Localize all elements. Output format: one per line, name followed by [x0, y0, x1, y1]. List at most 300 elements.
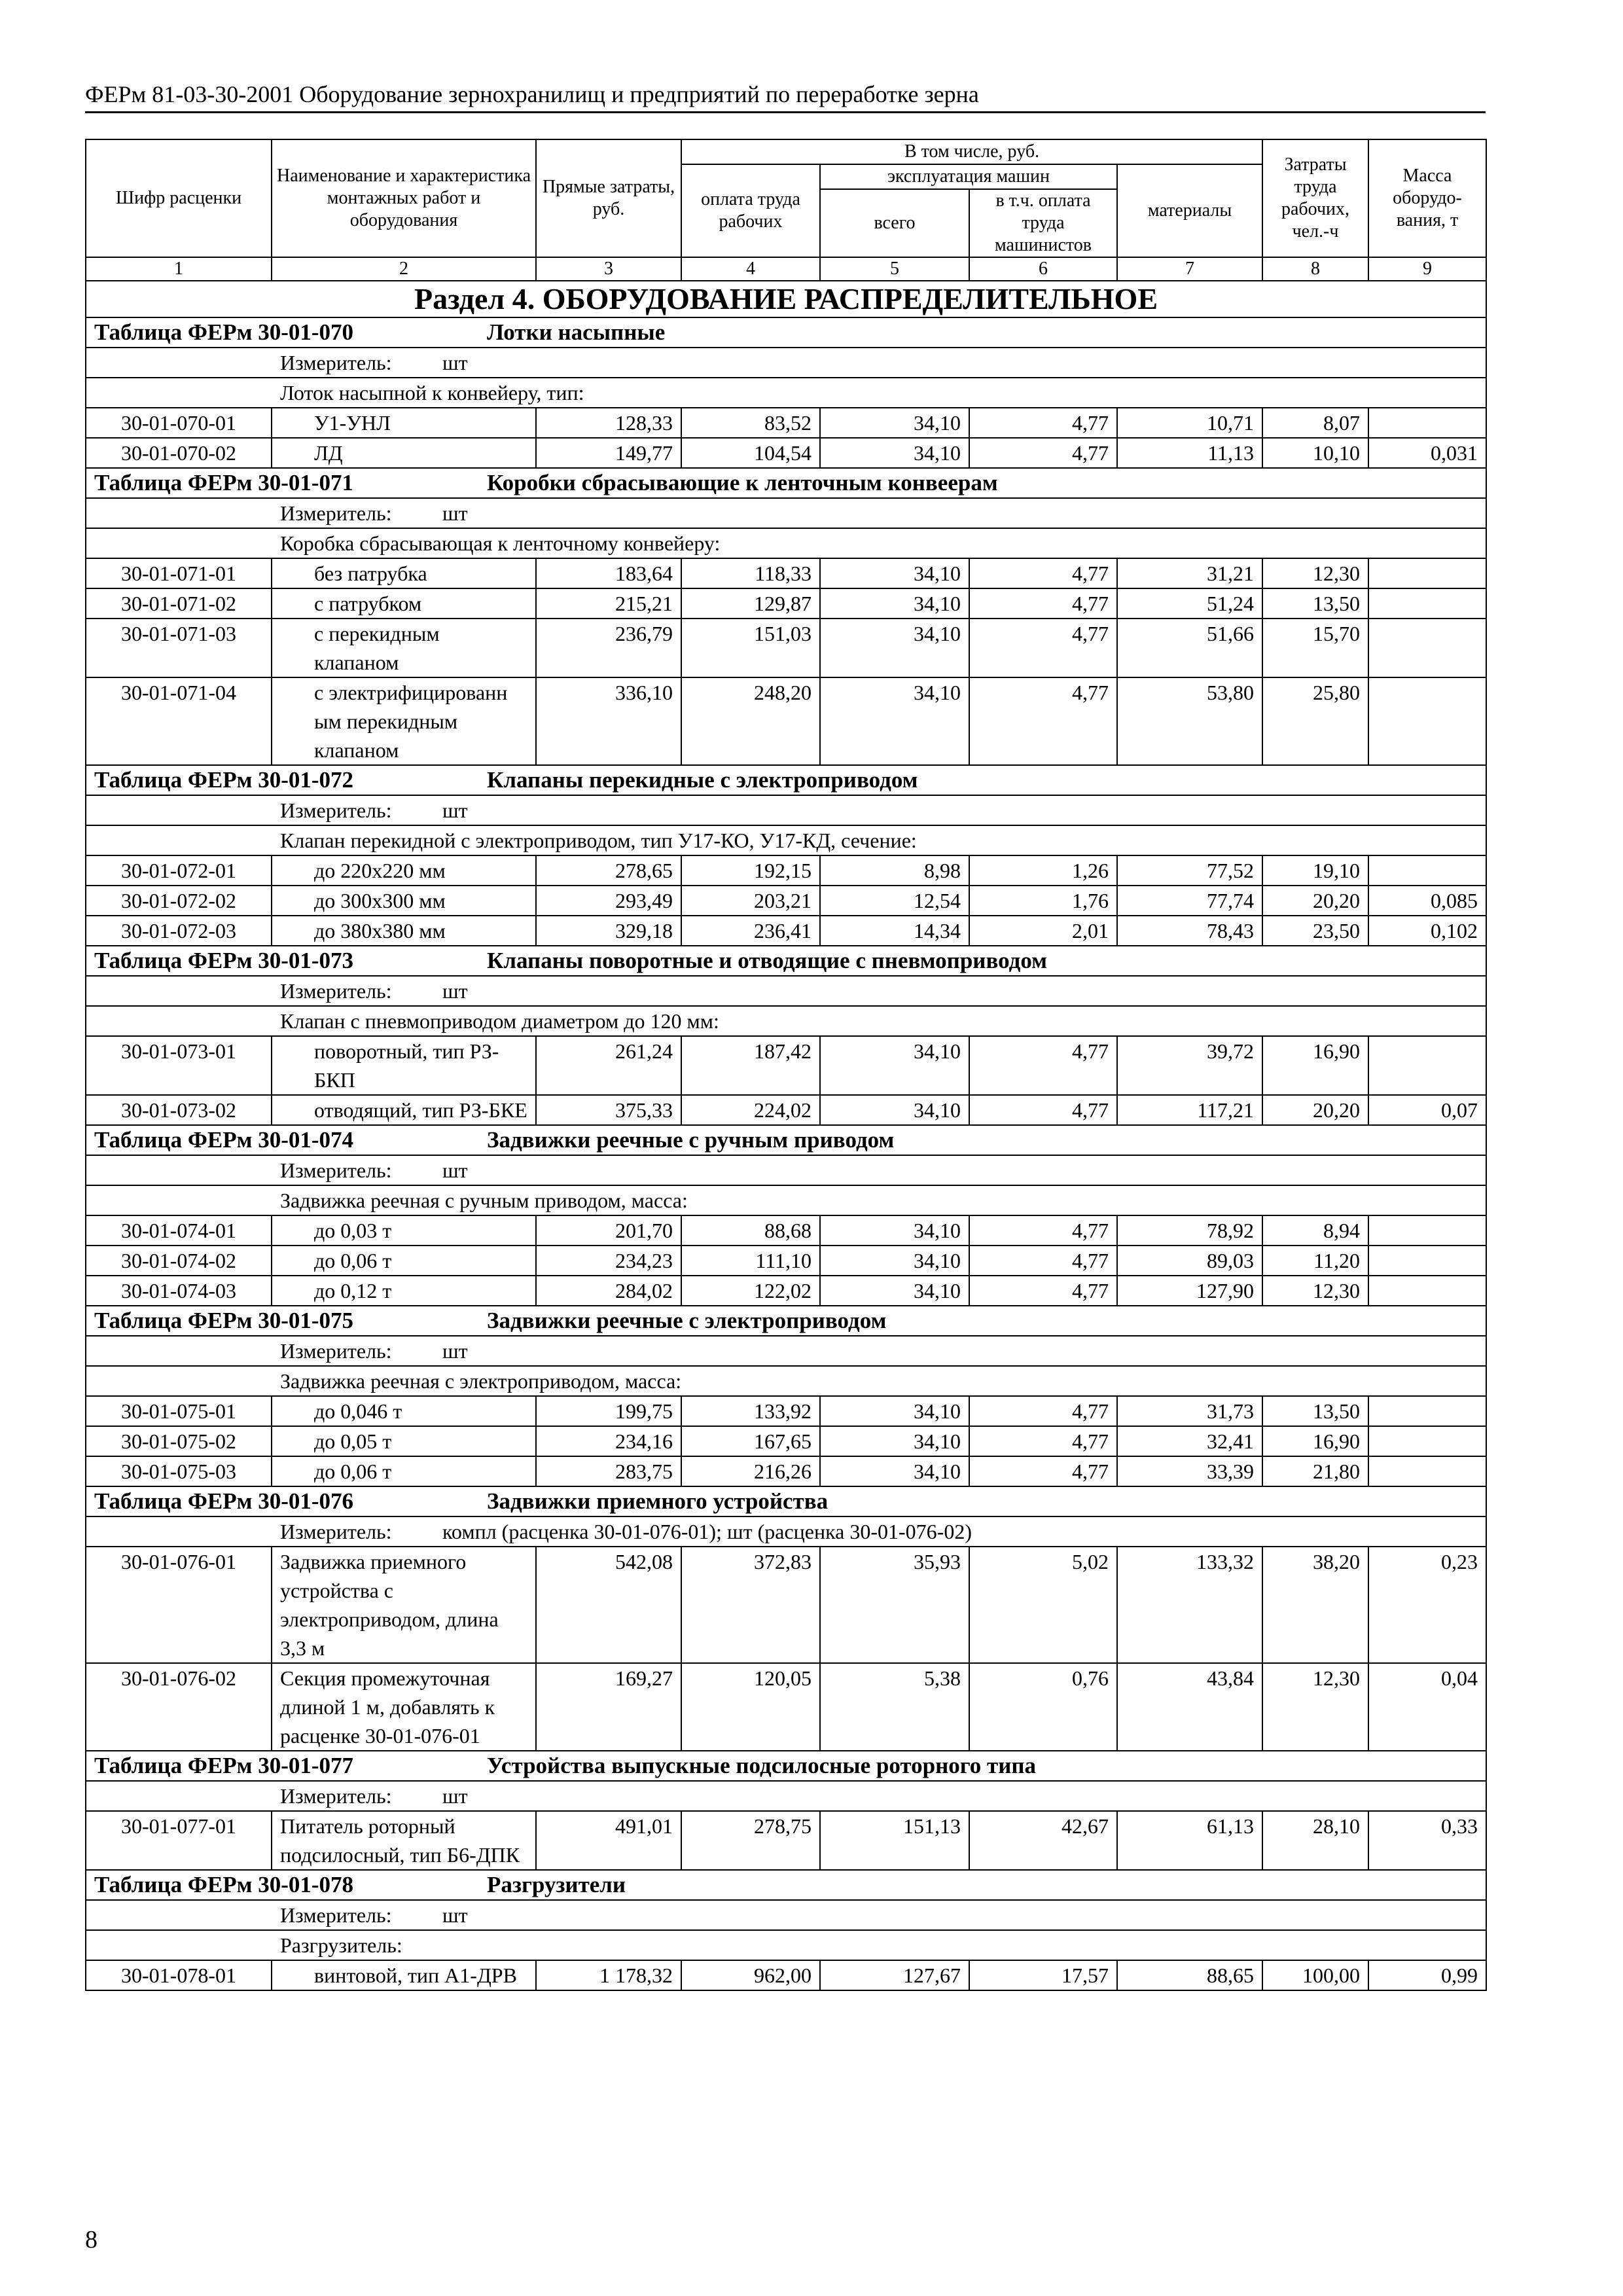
value-mass — [1368, 1276, 1486, 1306]
value-wage: 192,15 — [681, 855, 820, 886]
rates-table — [85, 139, 1487, 1991]
value-direct: 234,23 — [536, 1246, 681, 1276]
unit-row — [86, 1781, 1486, 1811]
rate-code: 30-01-072-03 — [86, 916, 272, 946]
table-row — [86, 1811, 1486, 1870]
value-operator: 1,26 — [969, 855, 1117, 886]
table-row — [86, 619, 1486, 677]
value-operator: 4,77 — [969, 1276, 1117, 1306]
col-header-operator: в т.ч. оплата труда машинистов — [969, 189, 1117, 257]
unit-label: Измеритель: — [280, 351, 392, 374]
table-title — [86, 1751, 1486, 1781]
group-label: Клапан с пневмоприводом диаметром до 120 мм: — [280, 1009, 719, 1033]
item-name: поворотный, тип РЗ-БКП — [272, 1036, 536, 1095]
group-row — [86, 528, 1486, 558]
value-direct: 149,77 — [536, 438, 681, 468]
value-mass: 0,102 — [1368, 916, 1486, 946]
value-direct: 491,01 — [536, 1811, 681, 1870]
value-materials: 51,24 — [1117, 588, 1262, 619]
group-cell — [86, 528, 1486, 558]
value-operator: 4,77 — [969, 1215, 1117, 1246]
unit-label: Измеритель: — [280, 1903, 392, 1927]
table-code: Таблица ФЕРм 30-01-071 — [94, 470, 354, 495]
value-materials: 88,65 — [1117, 1960, 1262, 1990]
table-title — [86, 946, 1486, 976]
unit-value: шт — [442, 351, 468, 374]
group-row — [86, 1006, 1486, 1036]
unit-label: Измеритель: — [280, 1520, 392, 1543]
value-wage: 133,92 — [681, 1396, 820, 1426]
value-machines: 34,10 — [820, 1276, 969, 1306]
group-row — [86, 1930, 1486, 1960]
value-operator: 4,77 — [969, 1426, 1117, 1456]
item-name: винтовой, тип А1-ДРВ — [272, 1960, 536, 1990]
item-name: с патрубком — [272, 588, 536, 619]
unit-row — [86, 1336, 1486, 1366]
section-title: Раздел 4. ОБОРУДОВАНИЕ РАСПРЕДЕЛИТЕЛЬНОЕ — [86, 281, 1486, 317]
unit-cell — [86, 1336, 1486, 1366]
value-machines: 5,38 — [820, 1663, 969, 1751]
value-materials: 133,32 — [1117, 1547, 1262, 1663]
table-title-row — [86, 765, 1486, 795]
value-labor: 13,50 — [1262, 1396, 1368, 1426]
table-name: Задвижки реечные с электроприводом — [487, 1308, 887, 1333]
rate-code: 30-01-072-01 — [86, 855, 272, 886]
table-name: Устройства выпускные подсилосные роторного типа — [487, 1753, 1037, 1778]
rate-code: 30-01-075-01 — [86, 1396, 272, 1426]
table-title-row — [86, 1870, 1486, 1900]
table-name: Клапаны перекидные с электроприводом — [487, 767, 918, 793]
unit-row — [86, 498, 1486, 528]
value-labor: 12,30 — [1262, 558, 1368, 588]
table-name: Задвижки реечные с ручным приводом — [487, 1127, 895, 1153]
table-row — [86, 1960, 1486, 1990]
item-name: до 0,046 т — [272, 1396, 536, 1426]
value-mass: 0,04 — [1368, 1663, 1486, 1751]
item-name: до 0,06 т — [272, 1246, 536, 1276]
value-operator: 2,01 — [969, 916, 1117, 946]
value-mass — [1368, 1036, 1486, 1095]
rate-code: 30-01-071-01 — [86, 558, 272, 588]
rate-code: 30-01-076-01 — [86, 1547, 272, 1663]
group-cell — [86, 825, 1486, 855]
value-operator: 17,57 — [969, 1960, 1117, 1990]
rate-code: 30-01-071-04 — [86, 677, 272, 765]
table-code: Таблица ФЕРм 30-01-073 — [94, 948, 354, 973]
value-direct: 542,08 — [536, 1547, 681, 1663]
col-header-mass: Масса оборудо-вания, т — [1368, 139, 1486, 257]
value-operator: 4,77 — [969, 438, 1117, 468]
value-mass: 0,031 — [1368, 438, 1486, 468]
item-name: Секция промежуточная длиной 1 м, добавлять к расценке 30-01-076-01 — [272, 1663, 536, 1751]
table-name: Задвижки приемного устройства — [487, 1488, 829, 1514]
unit-label: Измеритель: — [280, 798, 392, 822]
value-operator: 5,02 — [969, 1547, 1117, 1663]
table-row — [86, 1036, 1486, 1095]
value-labor: 12,30 — [1262, 1276, 1368, 1306]
value-labor: 25,80 — [1262, 677, 1368, 765]
table-row — [86, 1396, 1486, 1426]
value-materials: 77,74 — [1117, 886, 1262, 916]
value-wage: 248,20 — [681, 677, 820, 765]
value-machines: 34,10 — [820, 438, 969, 468]
value-mass: 0,07 — [1368, 1095, 1486, 1125]
value-machines: 8,98 — [820, 855, 969, 886]
value-mass — [1368, 1215, 1486, 1246]
col-number: 2 — [272, 257, 536, 281]
group-cell — [86, 1366, 1486, 1396]
value-wage: 151,03 — [681, 619, 820, 677]
rate-code: 30-01-074-03 — [86, 1276, 272, 1306]
value-mass — [1368, 677, 1486, 765]
value-machines: 14,34 — [820, 916, 969, 946]
group-label: Задвижка реечная с электроприводом, масса: — [280, 1369, 682, 1393]
col-header-materials: материалы — [1117, 164, 1262, 257]
value-operator: 4,77 — [969, 1095, 1117, 1125]
value-mass — [1368, 1396, 1486, 1426]
value-wage: 203,21 — [681, 886, 820, 916]
page-number: 8 — [85, 2226, 98, 2253]
value-wage: 88,68 — [681, 1215, 820, 1246]
col-number: 6 — [969, 257, 1117, 281]
unit-cell — [86, 1516, 1486, 1547]
value-labor: 20,20 — [1262, 1095, 1368, 1125]
value-labor: 13,50 — [1262, 588, 1368, 619]
unit-row — [86, 348, 1486, 378]
value-operator: 42,67 — [969, 1811, 1117, 1870]
value-direct: 1 178,32 — [536, 1960, 681, 1990]
col-header-incl: В том числе, руб. — [681, 139, 1262, 164]
value-mass — [1368, 855, 1486, 886]
table-row — [86, 916, 1486, 946]
group-row — [86, 1366, 1486, 1396]
value-labor: 100,00 — [1262, 1960, 1368, 1990]
value-wage: 372,83 — [681, 1547, 820, 1663]
table-row — [86, 677, 1486, 765]
value-operator: 1,76 — [969, 886, 1117, 916]
rate-code: 30-01-070-01 — [86, 408, 272, 438]
value-mass: 0,33 — [1368, 1811, 1486, 1870]
item-name: У1-УНЛ — [272, 408, 536, 438]
value-labor: 10,10 — [1262, 438, 1368, 468]
table-title — [86, 765, 1486, 795]
group-cell — [86, 1930, 1486, 1960]
value-machines: 34,10 — [820, 1036, 969, 1095]
value-labor: 19,10 — [1262, 855, 1368, 886]
value-direct: 375,33 — [536, 1095, 681, 1125]
value-wage: 122,02 — [681, 1276, 820, 1306]
unit-value: шт — [442, 798, 468, 822]
value-operator: 4,77 — [969, 408, 1117, 438]
value-labor: 16,90 — [1262, 1426, 1368, 1456]
table-title — [86, 1306, 1486, 1336]
value-machines: 12,54 — [820, 886, 969, 916]
value-materials: 10,71 — [1117, 408, 1262, 438]
unit-row — [86, 795, 1486, 825]
col-header-wage: оплата труда рабочих — [681, 164, 820, 257]
group-label: Разгрузитель: — [280, 1933, 402, 1957]
unit-value: шт — [442, 1784, 468, 1808]
item-name: до 220х220 мм — [272, 855, 536, 886]
table-code: Таблица ФЕРм 30-01-076 — [94, 1488, 354, 1514]
item-name: ЛД — [272, 438, 536, 468]
value-machines: 34,10 — [820, 619, 969, 677]
value-materials: 61,13 — [1117, 1811, 1262, 1870]
table-row — [86, 1276, 1486, 1306]
table-title-row — [86, 1751, 1486, 1781]
table-row — [86, 558, 1486, 588]
unit-cell — [86, 1155, 1486, 1185]
col-header-direct: Прямые затраты, руб. — [536, 139, 681, 257]
col-number: 4 — [681, 257, 820, 281]
unit-label: Измеритель: — [280, 501, 392, 525]
rate-code: 30-01-076-02 — [86, 1663, 272, 1751]
value-machines: 34,10 — [820, 1246, 969, 1276]
value-mass — [1368, 408, 1486, 438]
rate-code: 30-01-078-01 — [86, 1960, 272, 1990]
col-number: 7 — [1117, 257, 1262, 281]
table-row — [86, 886, 1486, 916]
value-direct: 234,16 — [536, 1426, 681, 1456]
table-code: Таблица ФЕРм 30-01-072 — [94, 767, 354, 793]
value-operator: 4,77 — [969, 558, 1117, 588]
unit-row — [86, 1155, 1486, 1185]
value-materials: 51,66 — [1117, 619, 1262, 677]
value-materials: 31,73 — [1117, 1396, 1262, 1426]
unit-label: Измеритель: — [280, 979, 392, 1003]
value-mass — [1368, 1456, 1486, 1486]
item-name: до 0,06 т — [272, 1456, 536, 1486]
table-name: Клапаны поворотные и отводящие с пневмоприводом — [487, 948, 1047, 973]
table-row — [86, 1246, 1486, 1276]
table-row — [86, 1095, 1486, 1125]
value-labor: 23,50 — [1262, 916, 1368, 946]
value-labor: 12,30 — [1262, 1663, 1368, 1751]
item-name: до 0,12 т — [272, 1276, 536, 1306]
value-mass — [1368, 1246, 1486, 1276]
value-labor: 8,07 — [1262, 408, 1368, 438]
value-materials: 33,39 — [1117, 1456, 1262, 1486]
value-materials: 39,72 — [1117, 1036, 1262, 1095]
col-header-labor: Затраты труда рабочих, чел.-ч — [1262, 139, 1368, 257]
unit-value: компл (расценка 30-01-076-01); шт (расценка 30-01-076-02) — [442, 1520, 972, 1543]
table-title-row — [86, 1306, 1486, 1336]
table-code: Таблица ФЕРм 30-01-070 — [94, 319, 354, 345]
item-name: отводящий, тип РЗ-БКЕ — [272, 1095, 536, 1125]
table-row — [86, 1426, 1486, 1456]
unit-label: Измеритель: — [280, 1784, 392, 1808]
document-header: ФЕРм 81-03-30-2001 Оборудование зернохранилищ и предприятий по переработке зерна — [85, 77, 1486, 113]
value-wage: 278,75 — [681, 1811, 820, 1870]
group-cell — [86, 1006, 1486, 1036]
table-title-row — [86, 1486, 1486, 1516]
col-header-machines: эксплуатация машин — [820, 164, 1117, 189]
table-row — [86, 408, 1486, 438]
value-machines: 34,10 — [820, 1215, 969, 1246]
value-labor: 11,20 — [1262, 1246, 1368, 1276]
table-row — [86, 1456, 1486, 1486]
unit-value: шт — [442, 979, 468, 1003]
value-wage: 236,41 — [681, 916, 820, 946]
value-direct: 293,49 — [536, 886, 681, 916]
item-name: до 0,05 т — [272, 1426, 536, 1456]
value-wage: 129,87 — [681, 588, 820, 619]
value-direct: 329,18 — [536, 916, 681, 946]
col-header-total: всего — [820, 189, 969, 257]
table-row — [86, 855, 1486, 886]
value-wage: 120,05 — [681, 1663, 820, 1751]
col-header-name: Наименование и характеристика монтажных работ и оборудования — [272, 139, 536, 257]
value-labor: 28,10 — [1262, 1811, 1368, 1870]
table-title — [86, 1486, 1486, 1516]
col-number: 5 — [820, 257, 969, 281]
value-mass: 0,23 — [1368, 1547, 1486, 1663]
rate-code: 30-01-073-01 — [86, 1036, 272, 1095]
unit-row — [86, 1516, 1486, 1547]
rate-code: 30-01-070-02 — [86, 438, 272, 468]
value-machines: 151,13 — [820, 1811, 969, 1870]
value-machines: 35,93 — [820, 1547, 969, 1663]
col-number: 9 — [1368, 257, 1486, 281]
table-title — [86, 1125, 1486, 1155]
item-name: до 300х300 мм — [272, 886, 536, 916]
group-row — [86, 1185, 1486, 1215]
value-wage: 111,10 — [681, 1246, 820, 1276]
value-materials: 77,52 — [1117, 855, 1262, 886]
value-operator: 4,77 — [969, 1036, 1117, 1095]
value-wage: 187,42 — [681, 1036, 820, 1095]
table-title-row — [86, 946, 1486, 976]
value-wage: 216,26 — [681, 1456, 820, 1486]
group-label: Лоток насыпной к конвейеру, тип: — [280, 381, 584, 404]
table-title-row — [86, 317, 1486, 348]
value-wage: 962,00 — [681, 1960, 820, 1990]
unit-value: шт — [442, 1903, 468, 1927]
value-operator: 0,76 — [969, 1663, 1117, 1751]
rate-code: 30-01-071-02 — [86, 588, 272, 619]
group-row — [86, 825, 1486, 855]
value-direct: 336,10 — [536, 677, 681, 765]
value-materials: 89,03 — [1117, 1246, 1262, 1276]
rate-code: 30-01-073-02 — [86, 1095, 272, 1125]
unit-label: Измеритель: — [280, 1339, 392, 1363]
value-direct: 261,24 — [536, 1036, 681, 1095]
unit-row — [86, 976, 1486, 1006]
value-direct: 183,64 — [536, 558, 681, 588]
value-operator: 4,77 — [969, 1246, 1117, 1276]
value-operator: 4,77 — [969, 588, 1117, 619]
table-row — [86, 1215, 1486, 1246]
unit-row — [86, 1900, 1486, 1930]
item-name: Питатель роторный подсилосный, тип Б6-ДПК — [272, 1811, 536, 1870]
value-wage: 83,52 — [681, 408, 820, 438]
table-code: Таблица ФЕРм 30-01-078 — [94, 1872, 354, 1897]
value-machines: 34,10 — [820, 1095, 969, 1125]
unit-label: Измеритель: — [280, 1158, 392, 1182]
unit-cell — [86, 1781, 1486, 1811]
col-number: 8 — [1262, 257, 1368, 281]
table-title-row — [86, 468, 1486, 498]
item-name: Задвижка приемного устройства с электроприводом, длина 3,3 м — [272, 1547, 536, 1663]
value-direct: 236,79 — [536, 619, 681, 677]
value-labor: 38,20 — [1262, 1547, 1368, 1663]
value-labor: 16,90 — [1262, 1036, 1368, 1095]
value-machines: 34,10 — [820, 1396, 969, 1426]
item-name: до 0,03 т — [272, 1215, 536, 1246]
value-direct: 215,21 — [536, 588, 681, 619]
item-name: без патрубка — [272, 558, 536, 588]
value-operator: 4,77 — [969, 1456, 1117, 1486]
rate-code: 30-01-075-02 — [86, 1426, 272, 1456]
group-cell — [86, 1185, 1486, 1215]
group-label: Клапан перекидной с электроприводом, тип У17-КО, У17-КД, сечение: — [280, 829, 917, 852]
value-mass — [1368, 1426, 1486, 1456]
unit-cell — [86, 498, 1486, 528]
rate-code: 30-01-072-02 — [86, 886, 272, 916]
unit-cell — [86, 348, 1486, 378]
value-direct: 283,75 — [536, 1456, 681, 1486]
rate-code: 30-01-071-03 — [86, 619, 272, 677]
value-mass — [1368, 588, 1486, 619]
value-machines: 127,67 — [820, 1960, 969, 1990]
value-materials: 117,21 — [1117, 1095, 1262, 1125]
value-operator: 4,77 — [969, 677, 1117, 765]
value-mass: 0,99 — [1368, 1960, 1486, 1990]
value-wage: 104,54 — [681, 438, 820, 468]
value-labor: 15,70 — [1262, 619, 1368, 677]
table-code: Таблица ФЕРм 30-01-075 — [94, 1308, 354, 1333]
value-direct: 199,75 — [536, 1396, 681, 1426]
table-row — [86, 438, 1486, 468]
table-title — [86, 317, 1486, 348]
col-number: 1 — [86, 257, 272, 281]
value-mass — [1368, 619, 1486, 677]
item-name: с перекидным клапаном — [272, 619, 536, 677]
rate-code: 30-01-074-01 — [86, 1215, 272, 1246]
value-materials: 43,84 — [1117, 1663, 1262, 1751]
table-row — [86, 1663, 1486, 1751]
group-row — [86, 378, 1486, 408]
col-header-code: Шифр расценки — [86, 139, 272, 257]
value-machines: 34,10 — [820, 408, 969, 438]
value-materials: 31,21 — [1117, 558, 1262, 588]
value-machines: 34,10 — [820, 558, 969, 588]
value-materials: 78,43 — [1117, 916, 1262, 946]
value-machines: 34,10 — [820, 588, 969, 619]
rate-code: 30-01-074-02 — [86, 1246, 272, 1276]
table-code: Таблица ФЕРм 30-01-077 — [94, 1753, 354, 1778]
table-name: Коробки сбрасывающие к ленточным конвеерам — [487, 470, 998, 495]
rate-code: 30-01-075-03 — [86, 1456, 272, 1486]
value-operator: 4,77 — [969, 1396, 1117, 1426]
group-label: Задвижка реечная с ручным приводом, масса: — [280, 1189, 688, 1212]
value-materials: 127,90 — [1117, 1276, 1262, 1306]
value-wage: 224,02 — [681, 1095, 820, 1125]
table-name: Разгрузители — [487, 1872, 626, 1897]
value-materials: 78,92 — [1117, 1215, 1262, 1246]
table-name: Лотки насыпные — [487, 319, 666, 345]
value-labor: 8,94 — [1262, 1215, 1368, 1246]
item-name: с электрифицированн ым перекидным клапаном — [272, 677, 536, 765]
value-materials: 53,80 — [1117, 677, 1262, 765]
unit-cell — [86, 795, 1486, 825]
value-direct: 201,70 — [536, 1215, 681, 1246]
unit-value: шт — [442, 501, 468, 525]
unit-cell — [86, 976, 1486, 1006]
value-wage: 118,33 — [681, 558, 820, 588]
value-materials: 11,13 — [1117, 438, 1262, 468]
unit-value: шт — [442, 1158, 468, 1182]
